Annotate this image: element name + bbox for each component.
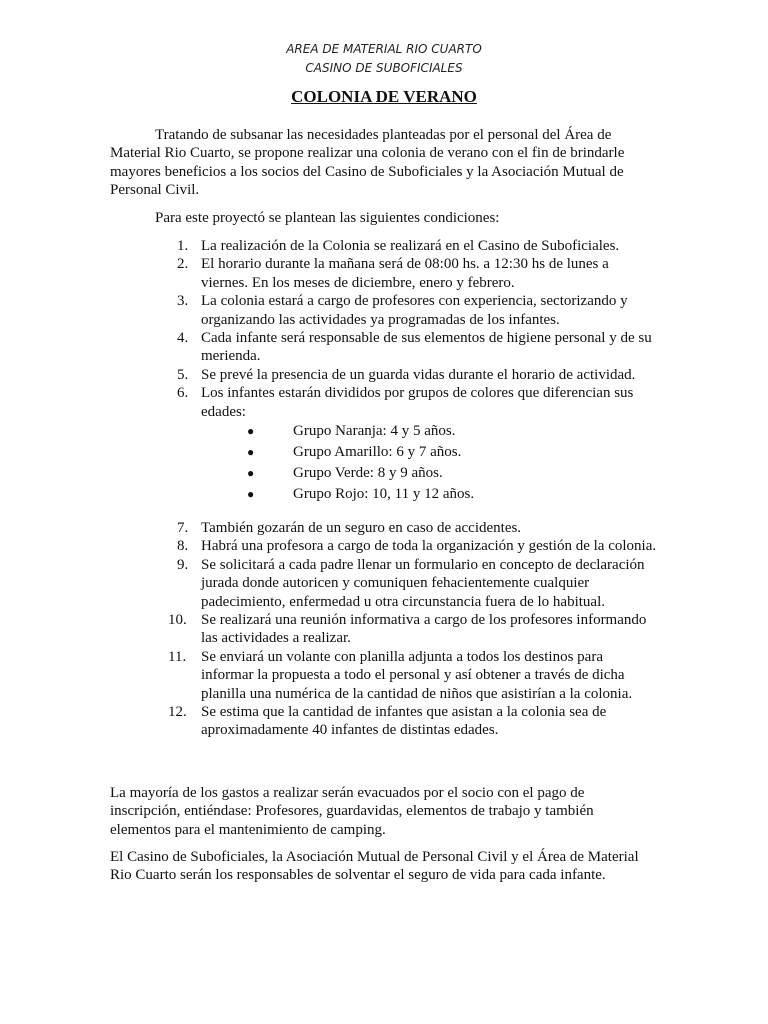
list-item xyxy=(110,384,658,505)
list-number: 12. xyxy=(168,704,187,721)
group-item xyxy=(247,463,658,484)
list-item xyxy=(110,648,658,703)
group-text: Grupo Amarillo: 6 y 7 años. xyxy=(293,444,462,461)
group-item xyxy=(247,484,658,505)
list-text: Cada infante será responsable de sus elementos de higiene personal y de su merienda. xyxy=(201,330,652,365)
group-text: Grupo Naranja: 4 y 5 años. xyxy=(293,423,456,440)
list-item xyxy=(110,366,658,384)
list-item xyxy=(110,611,658,648)
list-number: 4. xyxy=(177,330,189,347)
list-text: La realización de la Colonia se realizará en el Casino de Suboficiales. xyxy=(201,238,620,254)
document-title: COLONIA DE VERANO xyxy=(291,87,477,106)
list-number: 9. xyxy=(177,556,189,573)
conditions-list-a xyxy=(110,237,658,505)
list-text: Se solicitará a cada padre llenar un formulario en concepto de declaración jurada donde autoricen y comuniquen fehacientemente cualquier padecimiento, enfermedad u otra circunstancia fuera de lo habitual. xyxy=(201,556,645,610)
bullet-icon: ● xyxy=(247,424,255,439)
costs-paragraph: La mayoría de los gastos a realizar serán evacuados por el socio con el pago de inscripción, entiéndase: Profesores, guardavidas, elementos de trabajo y también elementos para el mantenimiento de camping. xyxy=(110,785,594,838)
list-number: 8. xyxy=(177,538,189,555)
bullet-icon: ● xyxy=(247,466,255,481)
group-text: Grupo Verde: 8 y 9 años. xyxy=(293,465,443,482)
conditions-list-b xyxy=(110,519,658,740)
list-item xyxy=(110,237,658,255)
list-text: Habrá una profesora a cargo de toda la organización y gestión de la colonia. xyxy=(201,538,657,555)
list-number: 7. xyxy=(177,520,189,536)
list-text: Los infantes estarán divididos por grupos de colores que diferencian sus edades: xyxy=(201,385,634,420)
list-number: 2. xyxy=(177,256,189,273)
group-text: Grupo Rojo: 10, 11 y 12 años. xyxy=(293,486,475,503)
list-item xyxy=(110,703,658,740)
intro-paragraph: Tratando de subsanar las necesidades planteadas por el personal del Área de Material Rio Cuarto, se propone realizar una colonia de verano con el fin de brindarle mayores beneficios a los socios del Casino de Suboficiales y la Asociación Mutual de Personal Civil. xyxy=(110,127,625,199)
bullet-icon: ● xyxy=(247,487,255,502)
list-number: 6. xyxy=(177,385,189,402)
list-text: Se enviará un volante con planilla adjunta a todos los destinos para informar la propuesta a todo el personal y así obtener a través de dicha planilla una numérica de la cantidad de niños que asistirían a la colonia. xyxy=(201,648,633,702)
list-text: Se realizará una reunión informativa a cargo de los profesores informando las actividades a realizar. xyxy=(201,612,647,647)
list-text: El horario durante la mañana será de 08:00 hs. a 12:30 hs de lunes a viernes. En los meses de diciembre, enero y febrero. xyxy=(201,256,609,291)
bullet-icon: ● xyxy=(247,445,255,460)
list-text: Se prevé la presencia de un guarda vidas durante el horario de actividad. xyxy=(201,366,636,383)
group-item xyxy=(247,442,658,463)
list-text: Se estima que la cantidad de infantes que asistan a la colonia sea de aproximadamente 40 infantes de distintas edades. xyxy=(201,704,607,739)
header-line-1: AREA DE MATERIAL RIO CUARTO xyxy=(286,42,482,56)
list-item xyxy=(110,329,658,366)
list-item xyxy=(110,255,658,292)
group-item xyxy=(247,421,658,442)
list-item xyxy=(110,519,658,537)
list-text: La colonia estará a cargo de profesores con experiencia, sectorizando y organizando las actividades ya programadas de los infantes. xyxy=(201,293,628,328)
list-item xyxy=(110,292,658,329)
insurance-paragraph: El Casino de Suboficiales, la Asociación Mutual de Personal Civil y el Área de Material Rio Cuarto serán los responsables de solventar el seguro de vida para cada infante. xyxy=(110,849,639,884)
age-groups-list xyxy=(247,421,658,505)
list-number: 11. xyxy=(168,648,187,665)
list-number: 10. xyxy=(168,612,187,629)
list-item xyxy=(110,556,658,611)
list-number: 3. xyxy=(177,293,189,310)
list-number: 5. xyxy=(177,366,189,383)
list-item xyxy=(110,537,658,555)
conditions-intro: Para este proyectó se plantean las siguientes condiciones: xyxy=(155,210,500,226)
list-number: 1. xyxy=(177,238,189,254)
header-line-2: CASINO DE SUBOFICIALES xyxy=(305,61,463,75)
list-text: También gozarán de un seguro en caso de accidentes. xyxy=(201,520,522,536)
